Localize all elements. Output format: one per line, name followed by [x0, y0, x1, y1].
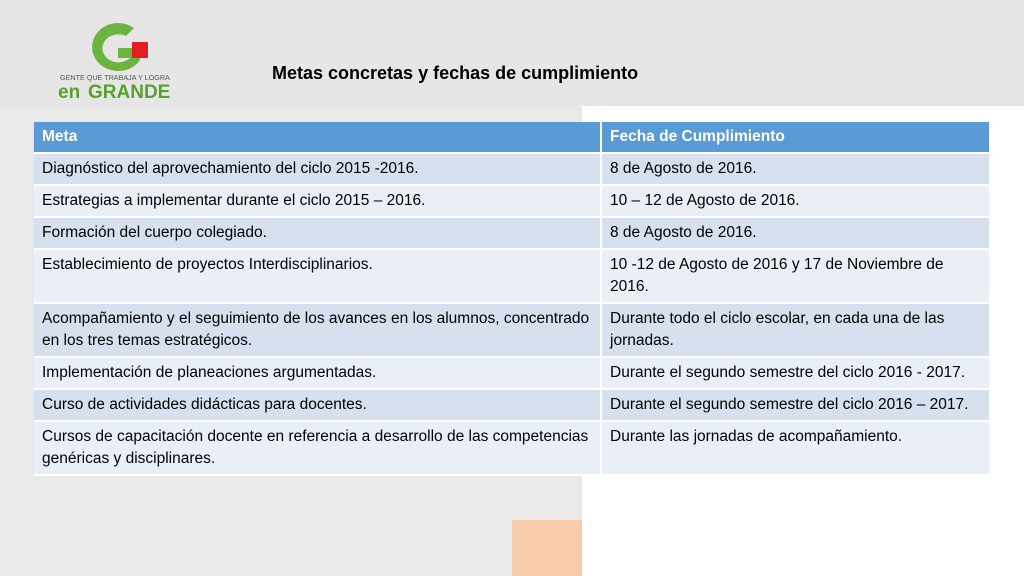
logo-brand-main: GRANDE: [88, 82, 171, 102]
cell-meta: Formación del cuerpo colegiado.: [34, 218, 602, 250]
cell-fecha: 8 de Agosto de 2016.: [602, 154, 991, 186]
cell-fecha: 8 de Agosto de 2016.: [602, 218, 991, 250]
table-row: [34, 250, 991, 304]
logo-brand-prefix: en: [58, 82, 81, 102]
logo-tagline: GENTE QUE TRABAJA Y LOGRA: [60, 73, 170, 82]
cell-fecha: Durante las jornadas de acompañamiento.: [602, 422, 991, 476]
table-row: [34, 422, 991, 476]
cell-meta: Cursos de capacitación docente en referencia a desarrollo de las competencias genéricas y disciplinares.: [34, 422, 602, 476]
decorative-accent-block: [512, 520, 582, 576]
cell-meta: Estrategias a implementar durante el ciclo 2015 – 2016.: [34, 186, 602, 218]
cell-fecha: Durante todo el ciclo escolar, en cada una de las jornadas.: [602, 304, 991, 358]
cell-meta: Diagnóstico del aprovechamiento del ciclo 2015 -2016.: [34, 154, 602, 186]
page-title: Metas concretas y fechas de cumplimiento: [272, 63, 639, 83]
column-header-meta: Meta: [34, 122, 602, 154]
table-row: [34, 390, 991, 422]
company-logo: [56, 14, 206, 102]
cell-fecha: 10 – 12 de Agosto de 2016.: [602, 186, 991, 218]
table-row: [34, 304, 991, 358]
cell-fecha: Durante el segundo semestre del ciclo 2016 - 2017.: [602, 358, 991, 390]
table-header-row: [34, 122, 991, 154]
table-row: [34, 218, 991, 250]
table-row: [34, 358, 991, 390]
cell-meta: Curso de actividades didácticas para docentes.: [34, 390, 602, 422]
cell-fecha: Durante el segundo semestre del ciclo 2016 – 2017.: [602, 390, 991, 422]
logo-red-square: [132, 42, 148, 58]
cell-meta: Implementación de planeaciones argumentadas.: [34, 358, 602, 390]
table-row: [34, 154, 991, 186]
cell-fecha: 10 -12 de Agosto de 2016 y 17 de Noviembre de 2016.: [602, 250, 991, 304]
table-row: [34, 186, 991, 218]
goals-table: [34, 122, 991, 476]
column-header-fecha: Fecha de Cumplimiento: [602, 122, 991, 154]
cell-meta: Establecimiento de proyectos Interdisciplinarios.: [34, 250, 602, 304]
cell-meta: Acompañamiento y el seguimiento de los avances en los alumnos, concentrado en los tres temas estratégicos.: [34, 304, 602, 358]
